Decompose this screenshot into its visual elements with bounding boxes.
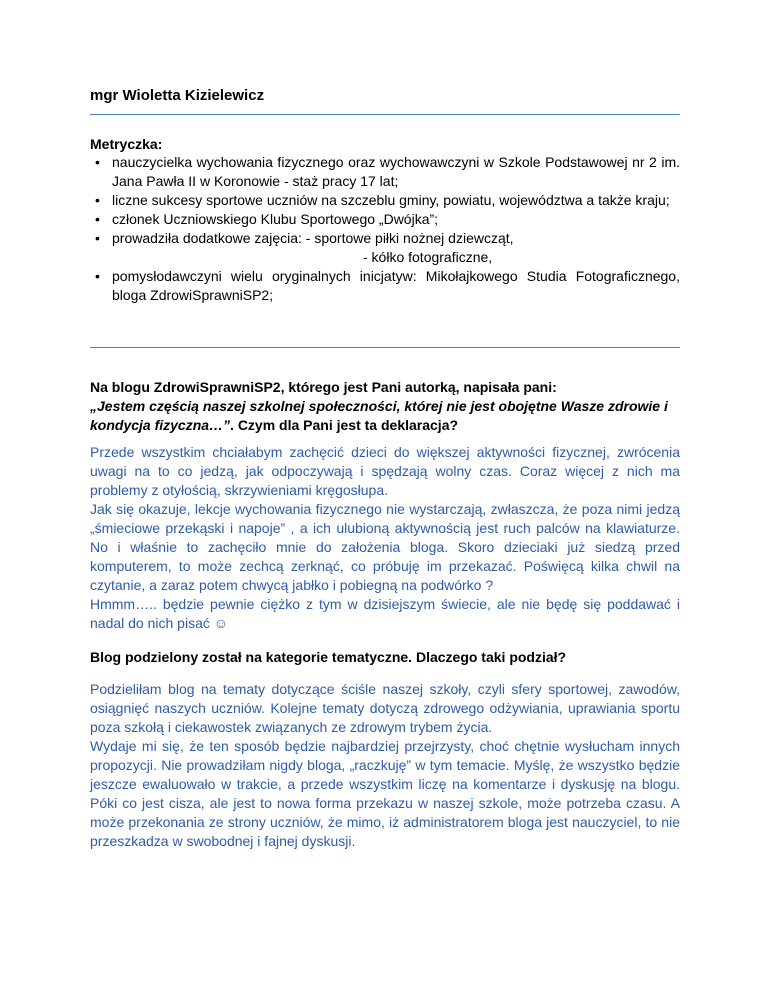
list-item-text: prowadziła dodatkowe zajęcia: - sportowe piłki nożnej dziewcząt, — [112, 230, 514, 246]
answer-paragraph: Wydaje mi się, że ten sposób będzie najbardziej przejrzysty, choć chętnie wysłucham innych propozycji. Nie prowadziłam nigdy bloga, „raczkuję” w tym temacie. Myślę, że wszystko będzie jeszcze ewaluowało w trakcie, a przede wszystkim liczę na komentarze i dyskusję na blogu. Póki co jest cisza, ale jest to nowa forma przekazu w naszej szkole, może potrzeba czasu. A może przekonania ze strony uczniów, że mimo, iż administratorem bloga jest nauczyciel, to nie przeszkadza w swobodnej i fajnej dyskusji. — [90, 738, 680, 849]
divider-line — [90, 114, 680, 115]
author-name: mgr Wioletta Kizielewicz — [90, 87, 265, 104]
list-item-subline: - kółko fotograficzne, — [363, 249, 493, 265]
question-1-lead: Na blogu ZdrowiSprawniSP2, którego jest Pani autorką, napisała pani: — [90, 379, 557, 395]
answer-paragraph: Hmmm….. będzie pewnie ciężko z tym w dzisiejszym świecie, ale nie będę się poddawać i nadal do nich pisać ☺ — [90, 596, 680, 631]
list-item — [90, 153, 680, 191]
document-content — [90, 86, 680, 851]
list-item — [90, 191, 680, 210]
list-item — [90, 229, 680, 267]
list-item-text: członek Uczniowskiego Klubu Sportowego „Dwójka”; — [112, 211, 439, 227]
bullet-icon: • — [95, 268, 100, 284]
list-item-text: pomysłodawczyni wielu oryginalnych inicjatyw: Mikołajkowego Studia Fotograficznego, bloga ZdrowiSprawniSP2; — [112, 268, 680, 303]
metryczka-title: Metryczka: — [90, 136, 163, 152]
metryczka-list — [90, 153, 680, 305]
answer-1 — [90, 443, 680, 633]
list-item-text: nauczycielka wychowania fizycznego oraz wychowawczyni w Szkole Podstawowej nr 2 im. Jana Pawła II w Koronowie - staż pracy 17 lat; — [112, 154, 680, 189]
answer-paragraph: Jak się okazuje, lekcje wychowania fizycznego nie wystarczają, zwłaszcza, że poza nimi jedzą „śmieciowe przekąski i napoje” , a ich ulubioną aktywnością jest ruch palców na klawiaturze. No i właśnie to zachęciło mnie do założenia bloga. Skoro dzieciaki już siedzą przed komputerem, to może zechcą zerknąć, co próbuję im przekazać. Poświęcą kilka chwil na czytanie, a zaraz potem chwycą jabłko i pobiegną na podwórko ? — [90, 501, 680, 593]
answer-paragraph: Przede wszystkim chciałabym zachęcić dzieci do większej aktywności fizycznej, zwrócenia uwagi na to co jedzą, jak odpoczywają i spędzają wolny czas. Coraz więcej z nich ma problemy z otyłością, skrzywieniami kręgosłupa. — [90, 444, 680, 498]
question-2: Blog podzielony został na kategorie tematyczne. Dlaczego taki podział? — [90, 649, 567, 665]
question-1-tail: . Czym dla Pani jest ta deklaracja? — [230, 417, 459, 433]
list-item-text: liczne sukcesy sportowe uczniów na szczeblu gminy, powiatu, województwa a także kraju; — [112, 192, 670, 208]
bullet-icon: • — [95, 211, 100, 227]
question-1-quote: „Jestem częścią naszej szkolnej społeczności, której nie jest obojętne Wasze zdrowie i kondycja fizyczna…” — [90, 398, 668, 433]
answer-paragraph: Podzieliłam blog na tematy dotyczące ściśle naszej szkoły, czyli sfery sportowej, zawodów, osiągnięć naszych uczniów. Kolejne tematy dotyczą zdrowego odżywiania, uprawiania sportu poza szkołą i ciekawostek związanych ze zdrowym trybem życia. — [90, 681, 680, 735]
divider-line — [90, 347, 680, 348]
answer-2 — [90, 680, 680, 851]
question-1 — [90, 378, 680, 435]
bullet-icon: • — [95, 192, 100, 208]
list-item — [90, 210, 680, 229]
list-item — [90, 267, 680, 305]
bullet-icon: • — [95, 230, 100, 246]
bullet-icon: • — [95, 154, 100, 170]
